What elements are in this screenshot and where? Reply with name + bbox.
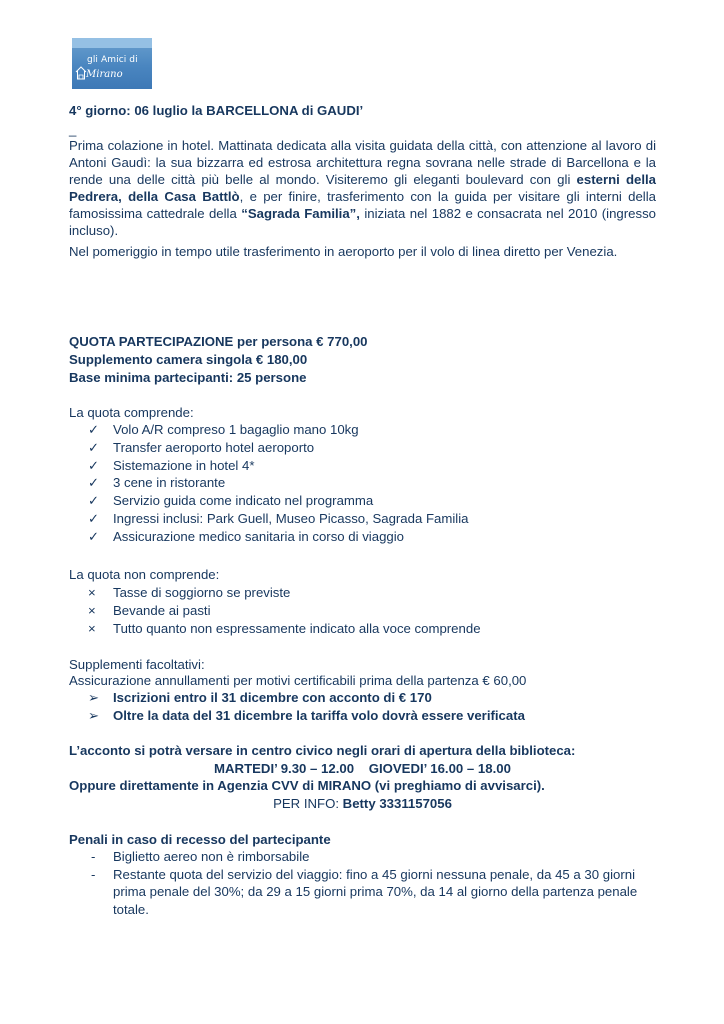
check-icon: ✓: [88, 528, 100, 544]
logo-band: [72, 38, 152, 48]
desc-text-2: , e per finire, trasferimento con la guida per visitare gli interni della famosissima cattedrale della: [69, 189, 656, 221]
day-description: [69, 137, 656, 239]
check-icon: ✓: [88, 422, 100, 437]
arrow-icon: ➢: [88, 690, 100, 705]
day-heading: 4° giorno: 06 luglio la BARCELLONA di GAUDI’: [69, 103, 364, 118]
desc-text-3: iniziata nel 1882 e consacrata nel 2010 (ingresso incluso).: [69, 206, 657, 238]
cancellation-insurance: Assicurazione annullamenti per motivi certificabili prima della partenza € 60,00: [69, 673, 527, 688]
check-icon: ✓: [88, 439, 100, 455]
list-item-text: Bevande ai pasti: [113, 602, 211, 618]
deposit-info: L’acconto si potrà versare in centro civico negli orari di apertura della biblioteca:: [69, 743, 576, 758]
contact-value: Betty 3331157056: [339, 796, 452, 811]
list-item: [88, 689, 525, 707]
list-item-text: Tasse di soggiorno se previste: [113, 585, 291, 600]
desc-bold-2: “Sagrada Familia”,: [241, 206, 360, 221]
logo-text-line2: Mirano: [86, 69, 123, 80]
list-item-text: Servizio guida come indicato nel programma: [113, 493, 374, 509]
list-item: [88, 620, 481, 638]
list-item-text: Oltre la data del 31 dicembre la tariffa volo dovrà essere verificata: [113, 707, 525, 723]
list-item-text: Transfer aeroporto hotel aeroporto: [113, 439, 315, 455]
dash-bullet: -: [91, 849, 96, 864]
list-item: [88, 439, 468, 457]
list-item: [88, 510, 468, 528]
list-item-text: Assicurazione medico sanitaria in corso di viaggio: [113, 528, 405, 544]
cross-icon: ×: [88, 620, 96, 636]
list-item-text: Restante quota del servizio del viaggio: fino a 45 giorni nessuna penale, da 45 a 30 giorni prima penale del 30%; da 29 a 15 giorni prima 70%, da 14 al giorno della partenza penale totale.: [113, 866, 638, 917]
list-item: [88, 474, 468, 492]
supplements-title: Supplementi facoltativi:: [69, 657, 205, 672]
list-item: [88, 848, 658, 866]
check-icon: ✓: [88, 510, 100, 526]
price-per-person: QUOTA PARTECIPAZIONE per persona € 770,00: [69, 334, 368, 349]
list-item-text: 3 cene in ristorante: [113, 475, 226, 491]
afternoon-description: Nel pomeriggio in tempo utile trasferimento in aeroporto per il volo di linea diretto per Venezia.: [69, 244, 618, 259]
list-item: [88, 584, 481, 602]
desc-text-1: Prima colazione in hotel. Mattinata dedicata alla visita guidata della città, con attenzione al lavoro di Antoni Gaudì: la sua bizzarra ed estrosa architettura regna sovrana nelle strade di Barcellona e la rende una delle città più belle al mondo. Visiteremo gli eleganti boulevard con gli: [69, 138, 656, 187]
arrow-icon: ➢: [88, 707, 100, 723]
list-item: [88, 602, 481, 620]
heading-underscore: _: [69, 122, 77, 137]
list-item-text: Biglietto aereo non è rimborsabile: [113, 849, 310, 864]
penalties-list: [88, 848, 658, 918]
list-item-text: Tutto quanto non espressamente indicato alla voce comprende: [113, 620, 481, 636]
single-room-supplement: Supplemento camera singola € 180,00: [69, 352, 308, 367]
includes-list: [88, 421, 468, 546]
cross-icon: ×: [88, 585, 96, 600]
list-item-text: Sistemazione in hotel 4*: [113, 457, 255, 473]
list-item-text: Ingressi inclusi: Park Guell, Museo Picasso, Sagrada Familia: [113, 510, 469, 526]
list-item-text: Iscrizioni entro il 31 dicembre con acconto di € 170: [113, 690, 432, 705]
check-icon: ✓: [88, 475, 100, 491]
logo: [72, 38, 152, 89]
check-icon: ✓: [88, 493, 100, 509]
excludes-list: [88, 584, 481, 637]
list-item: [88, 528, 468, 546]
list-item: [88, 421, 468, 439]
list-item: [88, 707, 525, 725]
list-item: [88, 866, 658, 919]
logo-text-line1: gli Amici di: [87, 55, 138, 65]
contact-info: [69, 795, 656, 812]
supplements-list: [88, 689, 525, 725]
excludes-title: La quota non comprende:: [69, 567, 220, 582]
desc-bold-1: esterni della Pedrera, della Casa Battlò: [69, 172, 657, 204]
list-item-text: Volo A/R compreso 1 bagaglio mano 10kg: [113, 422, 359, 437]
includes-title: La quota comprende:: [69, 405, 194, 420]
check-icon: ✓: [88, 457, 100, 473]
list-item: [88, 492, 468, 510]
minimum-participants: Base minima partecipanti: 25 persone: [69, 370, 307, 385]
list-item: [88, 457, 468, 475]
penalties-title: Penali in caso di recesso del partecipante: [69, 832, 331, 847]
cross-icon: ×: [88, 602, 96, 618]
agency-info: Oppure direttamente in Agenzia CVV di MIRANO (vi preghiamo di avvisarci).: [69, 778, 545, 793]
opening-hours: MARTEDI’ 9.30 – 12.00 GIOVEDI’ 16.00 – 18.00: [214, 761, 511, 776]
contact-label: PER INFO:: [273, 796, 340, 811]
dash-bullet: -: [91, 866, 96, 882]
